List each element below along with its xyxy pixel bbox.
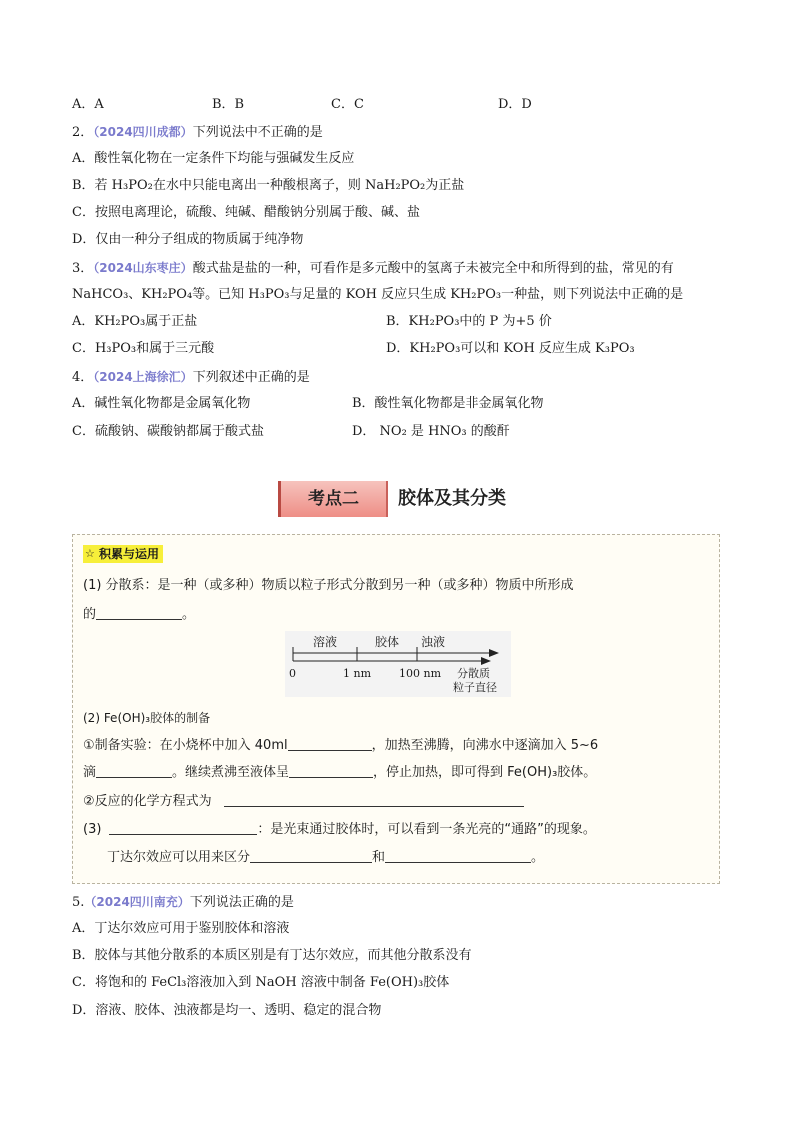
answer-blank[interactable] [96, 605, 182, 620]
p3-l2a: 丁达尔效应可以用来区分 [107, 850, 251, 865]
q1-option-b: B．B [212, 97, 245, 112]
section-heading [278, 481, 528, 517]
p2-l2a: 滴 [83, 765, 97, 780]
q3-source: （2024山东枣庄） [93, 261, 193, 275]
q2-option-c: C．按照电离理论，硫酸、纯碱、醋酸钠分别属于酸、碱、盐 [72, 205, 420, 220]
q2-source: （2024四川成都） [93, 125, 193, 139]
p2-l3: ②反应的化学方程式为 [83, 794, 212, 809]
p3-l2b: 和 [372, 850, 386, 865]
answer-blank[interactable] [224, 792, 524, 807]
q5-option-c: C．将饱和的 FeCl₃溶液加入到 NaOH 溶液中制备 Fe(OH)₃胶体 [72, 975, 450, 990]
q3-option-d: D．KH₂PO₃可以和 KOH 反应生成 K₃PO₃ [386, 341, 635, 356]
answer-blank[interactable] [250, 848, 372, 863]
p2-l1a: ①制备实验：在小烧杯中加入 40ml [83, 738, 288, 753]
knowledge-box [72, 534, 720, 884]
q2-option-d: D．仅由一种分子组成的物质属于纯净物 [72, 232, 304, 247]
q2-option-b: B．若 H₃PO₂在水中只能电离出一种酸根离子，则 NaH₂PO₂为正盐 [72, 178, 465, 193]
q3-stem [72, 259, 674, 278]
dispersion-diagram [285, 631, 511, 697]
p3-text: ：是光束通过胶体时，可以看到一条光亮的“通路”的现象。 [257, 822, 596, 837]
q4-number: 4． [72, 370, 94, 385]
answer-blank[interactable] [289, 763, 373, 778]
q1-option-c: C．C [331, 97, 364, 112]
q5-stem [72, 893, 294, 912]
q5-option-a: A．丁达尔效应可用于鉴别胶体和溶液 [72, 921, 290, 936]
star-icon: ☆ [85, 547, 95, 560]
p2-l1b: ，加热至沸腾，向沸水中逐滴加入 5~6 [371, 738, 599, 753]
tick-label-100nm: 100 nm [399, 667, 442, 680]
q3-stem-line2: NaHCO₃、KH₂PO₄等。已知 H₃PO₃与足量的 KOH 反应只生成 KH₂PO₃一种盐，则下列说法中正确的是 [72, 287, 684, 302]
p3-l2c: 。 [531, 850, 545, 865]
q1-option-d: D．D [498, 97, 532, 112]
knowledge-p3-line1 [83, 820, 596, 839]
q2-option-a: A．酸性氧化物在一定条件下均能与强碱发生反应 [72, 151, 355, 166]
label-suspension: 浊液 [421, 635, 446, 649]
knowledge-p2-title: (2) Fe(OH)₃胶体的制备 [83, 711, 211, 725]
knowledge-p2-line3 [83, 792, 524, 811]
q4-option-b: B．酸性氧化物都是非金属氧化物 [352, 396, 544, 411]
q3-option-c: C．H₃PO₃和属于三元酸 [72, 341, 215, 356]
axis-arrow-icon [481, 657, 491, 665]
q4-stem [72, 368, 310, 387]
tick-label-0: 0 [289, 667, 296, 680]
q4-option-c: C．硫酸钠、碳酸钠都属于酸式盐 [72, 424, 264, 439]
answer-blank[interactable] [109, 820, 257, 835]
q4-stem-text: 下列叙述中正确的是 [192, 370, 310, 385]
q5-option-b: B．胶体与其他分散系的本质区别是有丁达尔效应，而其他分散系没有 [72, 948, 472, 963]
knowledge-tag-text: 积累与运用 [99, 547, 160, 561]
p1-suffix: 。 [182, 607, 196, 622]
answer-blank[interactable] [96, 763, 172, 778]
section-title: 胶体及其分类 [398, 488, 506, 509]
q5-source: （2024四川南充） [84, 895, 190, 909]
q4-option-d: D． NO₂ 是 HNO₃ 的酸酐 [352, 424, 510, 439]
axis-label-2: 粒子直径 [453, 681, 497, 694]
knowledge-p3-line2 [107, 848, 544, 867]
q2-stem-text: 下列说法中不正确的是 [192, 125, 323, 140]
knowledge-p1-line1: (1) 分散系：是一种（或多种）物质以粒子形式分散到另一种（或多种）物质中所形成 [83, 578, 574, 593]
tick-label-1nm: 1 nm [343, 667, 372, 680]
p3-prefix: (3) [83, 822, 102, 837]
axis-label-1: 分散质 [457, 667, 490, 680]
p2-l2b: 。继续煮沸至液体呈 [172, 765, 290, 780]
q3-option-b: B．KH₂PO₃中的 P 为+5 价 [386, 314, 552, 329]
q5-number: 5. [72, 895, 85, 910]
q4-source: （2024上海徐汇） [93, 370, 193, 384]
knowledge-p1-line2 [83, 605, 195, 624]
q2-number: 2． [72, 125, 94, 140]
q3-stem-line1: 酸式盐是盐的一种，可看作是多元酸中的氢离子未被完全中和所得到的盐，常见的有 [192, 261, 674, 276]
knowledge-p2-line2 [83, 763, 596, 782]
q5-stem-text: 下列说法正确的是 [189, 895, 294, 910]
q3-number: 3． [72, 261, 94, 276]
q5-option-d: D．溶液、胶体、浊液都是均一、透明、稳定的混合物 [72, 1003, 382, 1018]
section-label: 考点二 [278, 481, 388, 517]
p1-prefix: 的 [83, 607, 97, 622]
label-colloid: 胶体 [375, 635, 400, 649]
range-arrow-icon [489, 649, 499, 657]
q1-option-a: A．A [72, 97, 104, 112]
q4-option-a: A．碱性氧化物都是金属氧化物 [72, 396, 251, 411]
q2-stem [72, 123, 323, 142]
knowledge-tag [83, 545, 163, 563]
p2-l2c: ，停止加热，即可得到 Fe(OH)₃胶体。 [373, 765, 597, 780]
label-solution: 溶液 [313, 635, 338, 649]
q3-option-a: A．KH₂PO₃属于正盐 [72, 314, 198, 329]
answer-blank[interactable] [385, 848, 531, 863]
answer-blank[interactable] [288, 736, 372, 751]
knowledge-p2-line1 [83, 736, 598, 755]
